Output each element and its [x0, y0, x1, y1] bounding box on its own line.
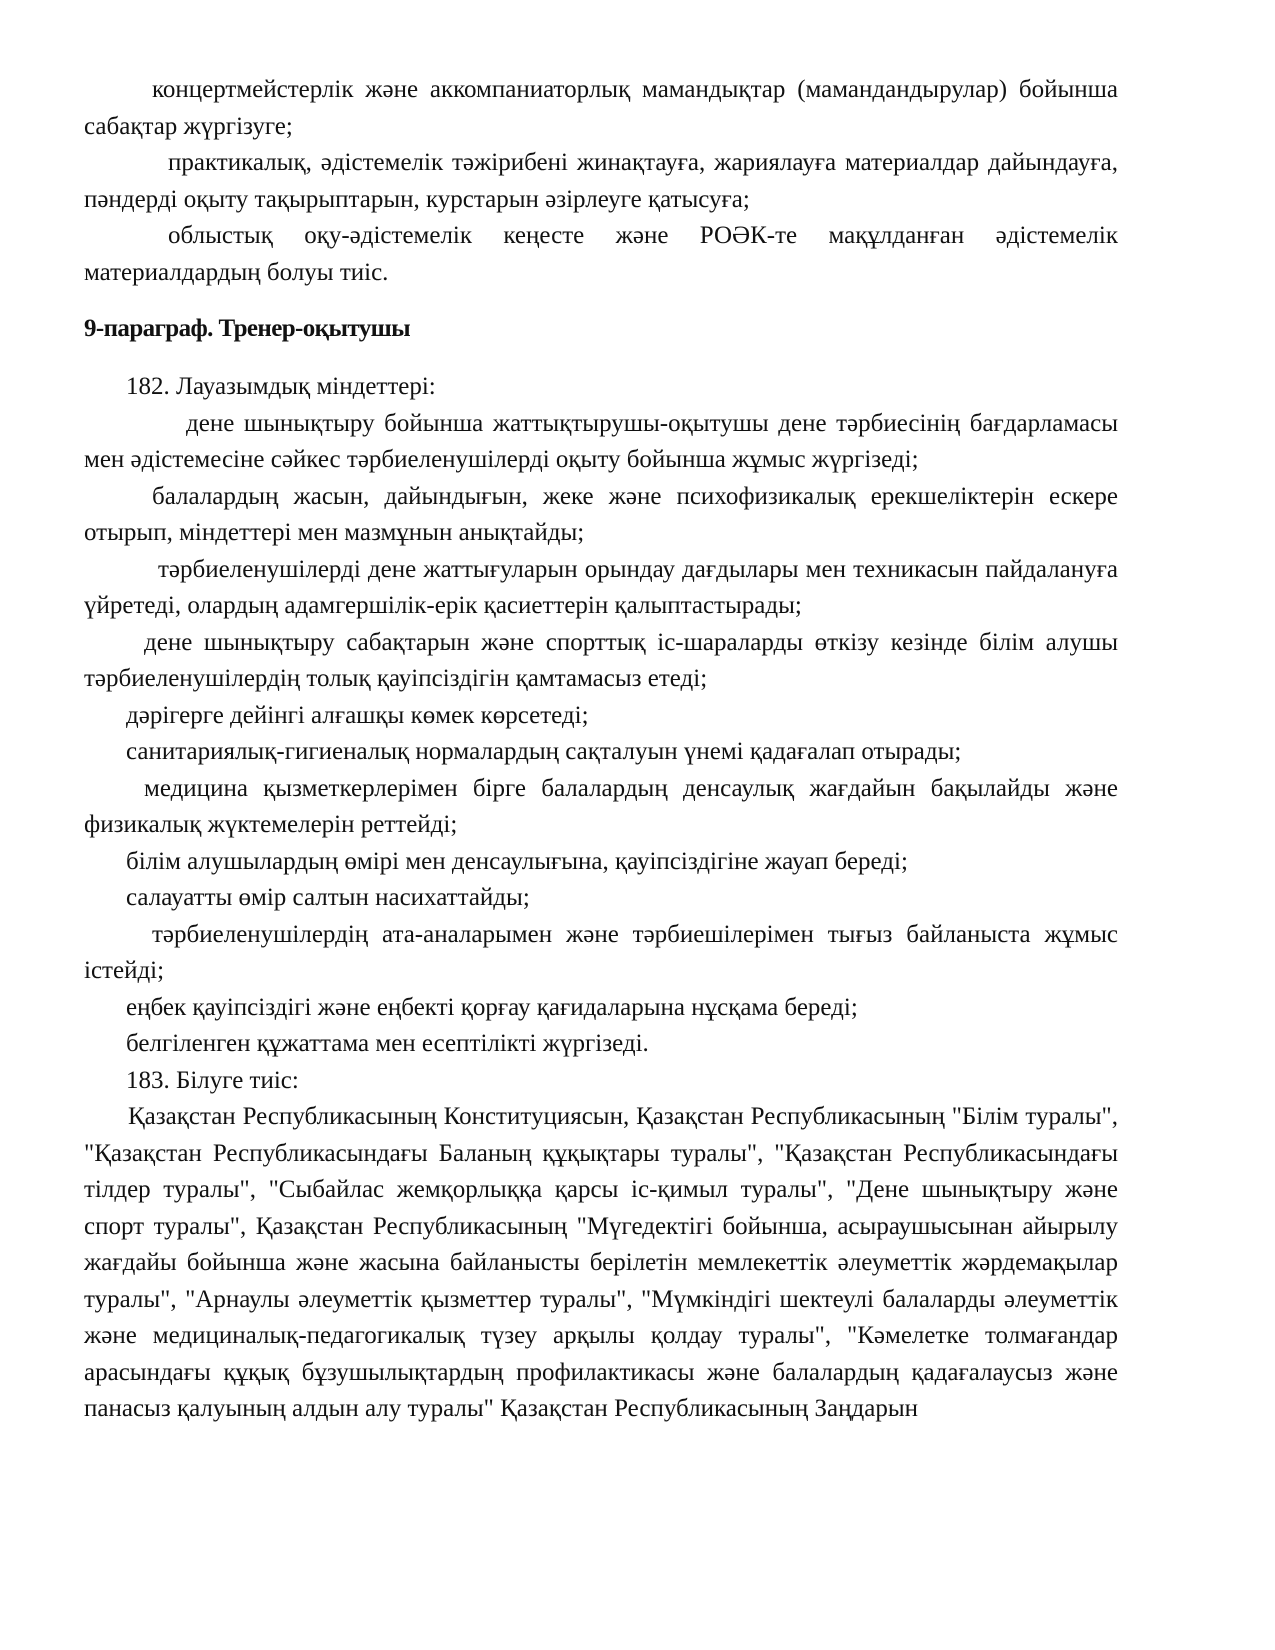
document-page	[84, 72, 1118, 1428]
duty-paragraph: білім алушылардың өмірі мен денсаулығына, қауіпсіздігіне жауап береді;	[126, 847, 908, 875]
duty-paragraph: салауатты өмір салтын насихаттайды;	[126, 884, 530, 911]
duty-paragraph: дене шынықтыру сабақтарын және спорттық іс-шараларды өткізу кезінде білім алушы тәрбиеленушілердің толық қауіпсіздігін қамтамасыз етеді;	[84, 628, 1118, 692]
duty-paragraph: медицина қызметкерлерімен бірге балалардың денсаулық жағдайын бақылайды және физикалық жүктемелерін реттейді;	[84, 774, 1118, 838]
duty-paragraph: санитариялық-гигиеналық нормалардың сақталуын үнемі қадағалап отырады;	[126, 738, 962, 765]
duty-paragraph: дене шынықтыру бойынша жаттықтырушы-оқытушы дене тәрбиесінің бағдарламасы мен әдістемесіне сәйкес тәрбиеленушілерді оқыту бойынша жұмыс жүргізеді;	[84, 409, 1118, 473]
intro-paragraph: концертмейстерлік және аккомпаниаторлық мамандықтар (мамандандырулар) бойынша сабақтар жүргізуге;	[84, 76, 1118, 140]
duty-paragraph: тәрбиеленушілерді дене жаттығуларын орындау дағдылары мен техникасын пайдалануға үйретеді, олардың адамгершілік-ерік қасиеттерін қалыптастырады;	[84, 555, 1118, 619]
knowledge-paragraph: Қазақстан Республикасының Конституциясын, Қазақстан Республикасының "Білім туралы", "Қазақстан Республикасындағы Баланың құқықтары туралы", "Қазақстан Республикасындағы тілдер туралы", "Сыбайлас жемқорлыққа қарсы іс-қимыл туралы", "Дене шынықтыру және спорт туралы", Қазақстан Республикасының "Мүгедектігі бойынша, асыраушысынан айырылу жағдайы бойынша және жасына байланысты берілетін мемлекеттік әлеуметтік жәрдемақылар туралы", "Арнаулы әлеуметтік қызметтер туралы", "Мүмкіндігі шектеулі балаларды әлеуметтік және медициналық-педагогикалық түзеу арқылы қолдау туралы", "Кәмелетке толмағандар арасындағы құқық бұзушылықтардың профилактикасы және балалардың қадағалаусыз және панасыз қалуының алдын алу туралы" Қазақстан Республикасының Заңдарын	[84, 1103, 1118, 1422]
intro-paragraph: практикалық, әдістемелік тәжірибені жинақтауға, жариялауға материалдар дайындауға, пәндерді оқыту тақырыптарын, курстарын әзірлеуге қатысуға;	[84, 149, 1118, 213]
duty-paragraph: балалардың жасын, дайындығын, жеке және психофизикалық ерекшеліктерін ескере отырып, міндеттері мен мазмұнын анықтайды;	[84, 482, 1118, 546]
duty-paragraph: еңбек қауіпсіздігі және еңбекті қорғау қағидаларына нұсқама береді;	[126, 993, 858, 1021]
duty-paragraph: тәрбиеленушілердің ата-аналарымен және тәрбиешілерімен тығыз байланыста жұмыс істейді;	[84, 920, 1118, 984]
intro-paragraph: облыстық оқу-әдістемелік кеңесте және РОӘК-те мақұлданған әдістемелік материалдардың болуы тиіс.	[84, 222, 1118, 286]
item-182-title: 182. Лауазымдық міндеттері:	[126, 373, 436, 400]
item-183-title: 183. Білуге тиіс:	[126, 1066, 299, 1094]
duty-paragraph: дәрігерге дейінгі алғашқы көмек көрсетеді;	[126, 701, 589, 729]
section-heading: 9-параграф. Тренер-оқытушы	[84, 315, 411, 342]
duty-paragraph: белгіленген құжаттама мен есептілікті жүргізеді.	[126, 1030, 649, 1057]
